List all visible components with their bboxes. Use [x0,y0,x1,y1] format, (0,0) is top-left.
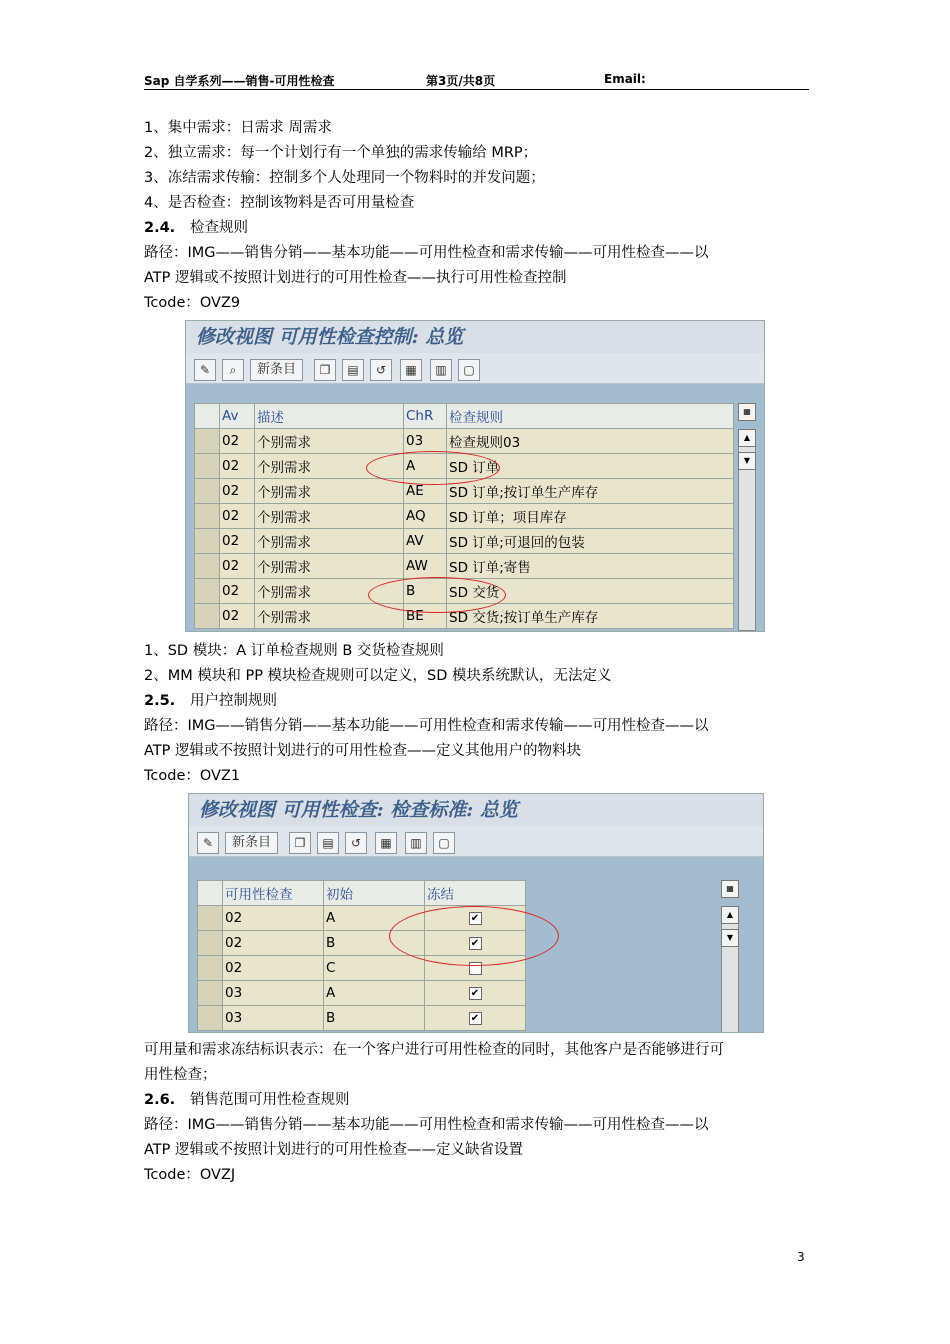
section-heading-2-4 [144,218,248,238]
header-title: Sap 自学系列——销售-可用性检查 [144,74,335,88]
section-number: 2.4. [144,220,176,236]
delete-icon[interactable]: ▤ [342,359,364,381]
path-line-cont: ATP 逻辑或不按照计划进行的可用性检查——定义缺省设置 [144,1142,524,1158]
table-row[interactable]: 02 个别需求 A SD 订单 [195,454,734,479]
section-heading-2-5 [144,691,277,711]
table-row[interactable]: 02 个别需求 AE SD 订单;按订单生产库存 [195,479,734,504]
glasses-icon[interactable]: ✎ [197,832,219,854]
undo-icon[interactable]: ↺ [345,832,367,854]
page-number: 3 [797,1250,805,1264]
display-icon[interactable]: ⌕ [222,359,244,381]
column-header: 初始 [324,881,425,906]
column-header: 冻结 [425,881,526,906]
table-header-row [198,881,526,906]
column-header: 描述 [255,404,404,429]
table-row[interactable]: 03 B ✔ [198,1006,526,1031]
table-row[interactable]: 02 个别需求 03 检查规则03 [195,429,734,454]
text-line-1: 1、集中需求：日需求 周需求 [144,120,332,136]
table-row[interactable]: 03 A ✔ [198,981,526,1006]
text-line-4: 4、是否检查：控制该物料是否可用量检查 [144,195,415,211]
glasses-icon[interactable]: ✎ [194,359,216,381]
select-all-icon[interactable]: ▦ [375,832,397,854]
section-number: 2.6. [144,1092,176,1108]
column-header: Av [220,404,255,429]
table-row[interactable]: 02 个别需求 B SD 交货 [195,579,734,604]
table-row[interactable]: 02 A ✔ [198,906,526,931]
highlight-ellipse [389,906,559,966]
highlight-ellipse [368,577,506,613]
tcode-line: Tcode：OVZ9 [144,295,241,311]
note-line-2: 2、MM 模块和 PP 模块检查规则可以定义，SD 模块系统默认，无法定义 [144,668,612,684]
column-header: 检查规则 [447,404,734,429]
table-row[interactable]: 02 个别需求 AV SD 订单;可退回的包装 [195,529,734,554]
frozen-checkbox[interactable]: ✔ [469,937,482,950]
page-header [144,70,809,90]
section-title: 销售范围可用性检查规则 [190,1092,350,1108]
scroll-up-icon[interactable]: ▲ [738,429,756,447]
table-row[interactable]: 02 个别需求 AQ SD 订单；项目库存 [195,504,734,529]
note-line-cont: 用性检查； [144,1067,217,1083]
tcode-line: Tcode：OVZJ [144,1167,236,1183]
column-header: 可用性检查 [223,881,324,906]
deselect-all-icon[interactable]: ▢ [458,359,480,381]
section-heading-2-6 [144,1090,350,1110]
vertical-scrollbar[interactable] [721,906,739,1033]
tcode-line: Tcode：OVZ1 [144,768,241,784]
section-title: 检查规则 [190,220,248,236]
path-line: 路径：IMG——销售分销——基本功能——可用性检查和需求传输——可用性检查——以 [144,1117,709,1133]
note-line-1: 1、SD 模块：A 订单检查规则 B 交货检查规则 [144,643,444,659]
header-page-info: 第3页/共8页 [426,74,496,88]
path-line-cont: ATP 逻辑或不按照计划进行的可用性检查——执行可用性检查控制 [144,270,567,286]
copy-icon[interactable]: ❐ [289,832,311,854]
row-selector-header [198,881,223,906]
table-row[interactable]: 02 个别需求 BE SD 交货;按订单生产库存 [195,604,734,629]
copy-icon[interactable]: ❐ [314,359,336,381]
screen-title: 修改视图 可用性检查: 检查标准: 总览 [189,794,763,826]
scroll-up-icon[interactable]: ▲ [721,906,739,924]
path-line: 路径：IMG——销售分销——基本功能——可用性检查和需求传输——可用性检查——以 [144,718,709,734]
deselect-all-icon[interactable]: ▢ [433,832,455,854]
sap-screen-ovz1 [188,793,764,1033]
table-row[interactable]: 02 B ✔ [198,931,526,956]
toolbar [186,353,764,384]
screen-title: 修改视图 可用性检查控制: 总览 [186,321,764,353]
path-line: 路径：IMG——销售分销——基本功能——可用性检查和需求传输——可用性检查——以 [144,245,709,261]
select-block-icon[interactable]: ▥ [430,359,452,381]
section-title: 用户控制规则 [190,693,277,709]
column-settings-icon[interactable]: ▦ [738,403,756,421]
note-line: 可用量和需求冻结标识表示：在一个客户进行可用性检查的同时，其他客户是否能够进行可 [144,1042,724,1058]
undo-icon[interactable]: ↺ [370,359,392,381]
frozen-checkbox[interactable]: ✔ [469,1012,482,1025]
column-header: ChR [404,404,447,429]
text-line-2: 2、独立需求：每一个计划行有一个单独的需求传输给 MRP； [144,145,538,161]
scroll-down-icon[interactable]: ▼ [721,929,739,947]
header-email: Email: [604,72,646,86]
select-block-icon[interactable]: ▥ [405,832,427,854]
select-all-icon[interactable]: ▦ [400,359,422,381]
scroll-down-icon[interactable]: ▼ [738,452,756,470]
sap-screen-ovz9 [185,320,765,632]
text-line-3: 3、冻结需求传输：控制多个人处理同一个物料时的并发问题； [144,170,545,186]
row-selector-header [195,404,220,429]
table-row[interactable]: 02 个别需求 AW SD 订单;寄售 [195,554,734,579]
path-line-cont: ATP 逻辑或不按照计划进行的可用性检查——定义其他用户的物料块 [144,743,582,759]
column-settings-icon[interactable]: ▦ [721,880,739,898]
table-row[interactable]: 02 C [198,956,526,981]
toolbar [189,826,763,857]
delete-icon[interactable]: ▤ [317,832,339,854]
section-number: 2.5. [144,693,176,709]
highlight-ellipse [366,451,500,485]
frozen-checkbox[interactable]: ✔ [469,912,482,925]
table-header-row [195,404,734,429]
new-entries-button[interactable]: 新条目 [250,359,303,381]
new-entries-button[interactable]: 新条目 [225,832,278,854]
vertical-scrollbar[interactable] [738,429,756,631]
frozen-checkbox[interactable]: ✔ [469,987,482,1000]
